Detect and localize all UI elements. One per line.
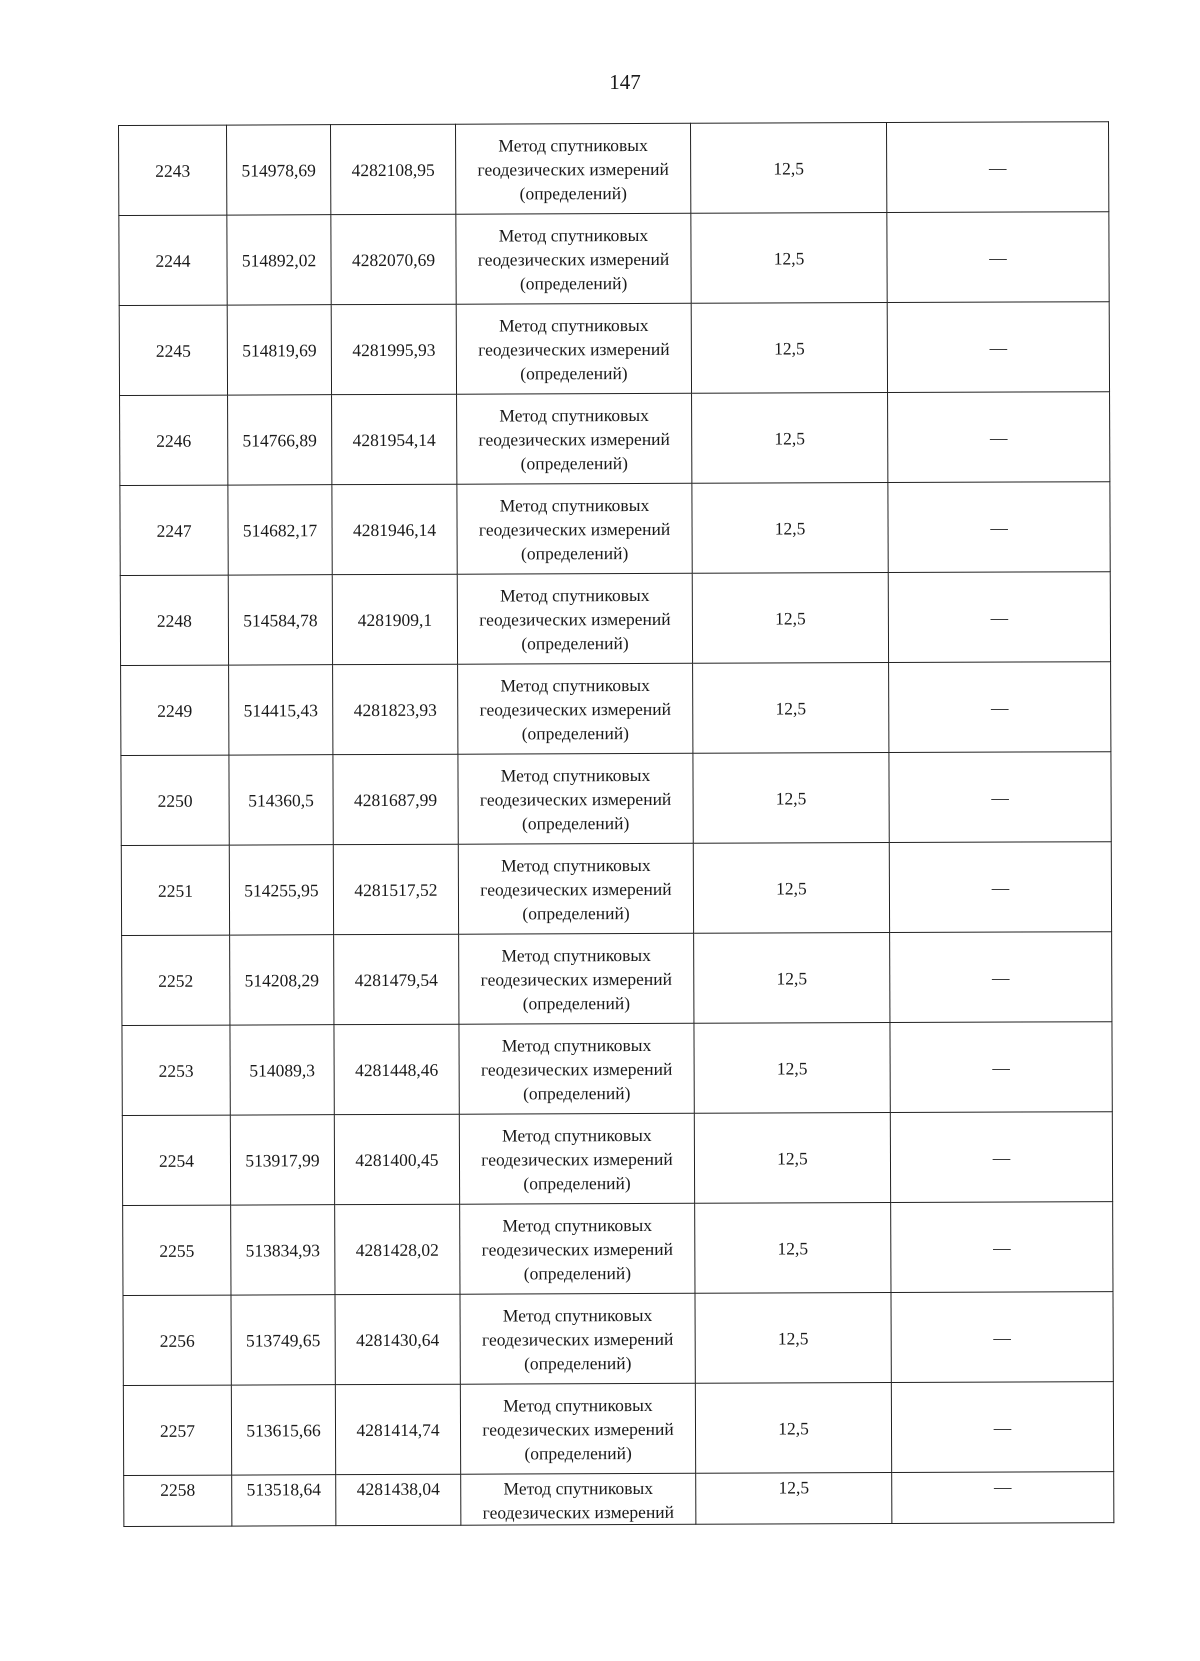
y-coordinate-cell: 4281517,52 — [333, 844, 458, 934]
x-coordinate-cell: 514415,43 — [229, 665, 333, 755]
x-coordinate-cell: 514360,5 — [229, 755, 333, 845]
method-cell: Метод спутниковых геодезических измерений (определений) — [457, 573, 692, 664]
y-coordinate-cell: 4282070,69 — [331, 214, 456, 304]
table-row — [120, 572, 1110, 666]
y-coordinate-cell: 4281430,64 — [335, 1294, 460, 1384]
x-coordinate-cell: 514978,69 — [227, 125, 331, 215]
table-row — [119, 122, 1109, 216]
point-number-cell: 2245 — [119, 305, 227, 395]
x-coordinate-cell: 513615,66 — [231, 1385, 335, 1475]
note-cell: — — [890, 1112, 1112, 1203]
method-cell: Метод спутниковых геодезических измерений (определений) — [460, 1203, 695, 1294]
method-cell: Метод спутниковых геодезических измерений (определений) — [459, 1023, 694, 1114]
table-row — [121, 662, 1111, 756]
x-coordinate-cell: 514682,17 — [228, 485, 332, 575]
point-number-cell: 2253 — [122, 1025, 230, 1115]
accuracy-cell: 12,5 — [694, 1023, 890, 1114]
point-number-cell: 2244 — [119, 215, 227, 305]
accuracy-cell: 12,5 — [694, 933, 890, 1024]
y-coordinate-cell: 4281400,45 — [334, 1114, 459, 1204]
table-row — [123, 1292, 1113, 1386]
table-row — [122, 1112, 1112, 1206]
note-cell: — — [891, 1202, 1113, 1293]
table-row — [123, 1202, 1113, 1296]
accuracy-cell: 12,5 — [692, 393, 888, 484]
note-cell: — — [886, 122, 1108, 213]
note-cell: — — [892, 1472, 1114, 1524]
accuracy-cell: 12,5 — [690, 123, 886, 214]
note-cell: — — [889, 662, 1111, 753]
point-number-cell: 2248 — [120, 575, 228, 665]
x-coordinate-cell: 514089,3 — [230, 1025, 334, 1115]
point-number-cell: 2254 — [122, 1115, 230, 1205]
y-coordinate-cell: 4281687,99 — [333, 754, 458, 844]
accuracy-cell: 12,5 — [692, 573, 888, 664]
accuracy-cell: 12,5 — [693, 843, 889, 934]
note-cell: — — [889, 752, 1111, 843]
method-cell: Метод спутниковых геодезических измерений (определений) — [456, 213, 691, 304]
y-coordinate-cell: 4281414,74 — [335, 1384, 460, 1474]
note-cell: — — [890, 932, 1112, 1023]
table-row — [121, 752, 1111, 846]
method-cell: Метод спутниковых геодезических измерений (определений) — [460, 1383, 695, 1474]
table-row — [123, 1382, 1113, 1476]
table-row — [119, 212, 1109, 306]
x-coordinate-cell: 513518,64 — [232, 1475, 336, 1526]
point-number-cell: 2257 — [123, 1385, 231, 1475]
y-coordinate-cell: 4281479,54 — [334, 934, 459, 1024]
table-row — [119, 302, 1109, 396]
point-number-cell: 2252 — [122, 935, 230, 1025]
y-coordinate-cell: 4282108,95 — [331, 124, 456, 214]
note-cell: — — [891, 1292, 1113, 1383]
note-cell: — — [887, 302, 1109, 393]
note-cell: — — [888, 392, 1110, 483]
accuracy-cell: 12,5 — [693, 663, 889, 754]
y-coordinate-cell: 4281438,04 — [336, 1474, 461, 1525]
point-number-cell: 2256 — [123, 1295, 231, 1385]
table-body — [119, 122, 1114, 1527]
y-coordinate-cell: 4281909,1 — [332, 574, 457, 664]
x-coordinate-cell: 514819,69 — [227, 305, 331, 395]
note-cell: — — [889, 842, 1111, 933]
note-cell: — — [887, 212, 1109, 303]
note-cell: — — [888, 572, 1110, 663]
method-cell: Метод спутниковых геодезических измерений — [461, 1473, 696, 1525]
x-coordinate-cell: 513917,99 — [230, 1115, 334, 1205]
accuracy-cell: 12,5 — [695, 1203, 891, 1294]
y-coordinate-cell: 4281946,14 — [332, 484, 457, 574]
x-coordinate-cell: 514208,29 — [230, 935, 334, 1025]
accuracy-cell: 12,5 — [691, 303, 887, 394]
x-coordinate-cell: 513834,93 — [231, 1205, 335, 1295]
x-coordinate-cell: 514766,89 — [228, 395, 332, 485]
point-number-cell: 2249 — [121, 665, 229, 755]
coordinates-table — [118, 121, 1114, 1527]
y-coordinate-cell: 4281448,46 — [334, 1024, 459, 1114]
table-row — [124, 1472, 1114, 1527]
note-cell: — — [888, 482, 1110, 573]
method-cell: Метод спутниковых геодезических измерений (определений) — [458, 843, 693, 934]
point-number-cell: 2246 — [120, 395, 228, 485]
x-coordinate-cell: 514892,02 — [227, 215, 331, 305]
point-number-cell: 2243 — [119, 125, 227, 215]
y-coordinate-cell: 4281428,02 — [335, 1204, 460, 1294]
accuracy-cell: 12,5 — [695, 1293, 891, 1384]
table-row — [120, 392, 1110, 486]
x-coordinate-cell: 514584,78 — [228, 575, 332, 665]
table-row — [122, 932, 1112, 1026]
x-coordinate-cell: 513749,65 — [231, 1295, 335, 1385]
point-number-cell: 2258 — [124, 1475, 232, 1526]
accuracy-cell: 12,5 — [695, 1383, 891, 1474]
method-cell: Метод спутниковых геодезических измерений (определений) — [455, 123, 690, 214]
accuracy-cell: 12,5 — [696, 1473, 892, 1525]
table-row — [122, 1022, 1112, 1116]
y-coordinate-cell: 4281954,14 — [332, 394, 457, 484]
x-coordinate-cell: 514255,95 — [229, 845, 333, 935]
y-coordinate-cell: 4281823,93 — [333, 664, 458, 754]
table-row — [120, 482, 1110, 576]
accuracy-cell: 12,5 — [693, 753, 889, 844]
accuracy-cell: 12,5 — [692, 483, 888, 574]
y-coordinate-cell: 4281995,93 — [331, 304, 456, 394]
method-cell: Метод спутниковых геодезических измерений (определений) — [458, 753, 693, 844]
note-cell: — — [890, 1022, 1112, 1113]
method-cell: Метод спутниковых геодезических измерений (определений) — [457, 393, 692, 484]
note-cell: — — [891, 1382, 1113, 1473]
method-cell: Метод спутниковых геодезических измерений (определений) — [459, 1113, 694, 1204]
page-number: 147 — [609, 70, 641, 94]
point-number-cell: 2255 — [123, 1205, 231, 1295]
accuracy-cell: 12,5 — [691, 213, 887, 304]
method-cell: Метод спутниковых геодезических измерений (определений) — [457, 483, 692, 574]
method-cell: Метод спутниковых геодезических измерений (определений) — [458, 663, 693, 754]
point-number-cell: 2247 — [120, 485, 228, 575]
point-number-cell: 2250 — [121, 755, 229, 845]
accuracy-cell: 12,5 — [694, 1113, 890, 1204]
method-cell: Метод спутниковых геодезических измерений (определений) — [459, 933, 694, 1024]
method-cell: Метод спутниковых геодезических измерений (определений) — [460, 1293, 695, 1384]
method-cell: Метод спутниковых геодезических измерений (определений) — [456, 303, 691, 394]
point-number-cell: 2251 — [121, 845, 229, 935]
table-row — [121, 842, 1111, 936]
